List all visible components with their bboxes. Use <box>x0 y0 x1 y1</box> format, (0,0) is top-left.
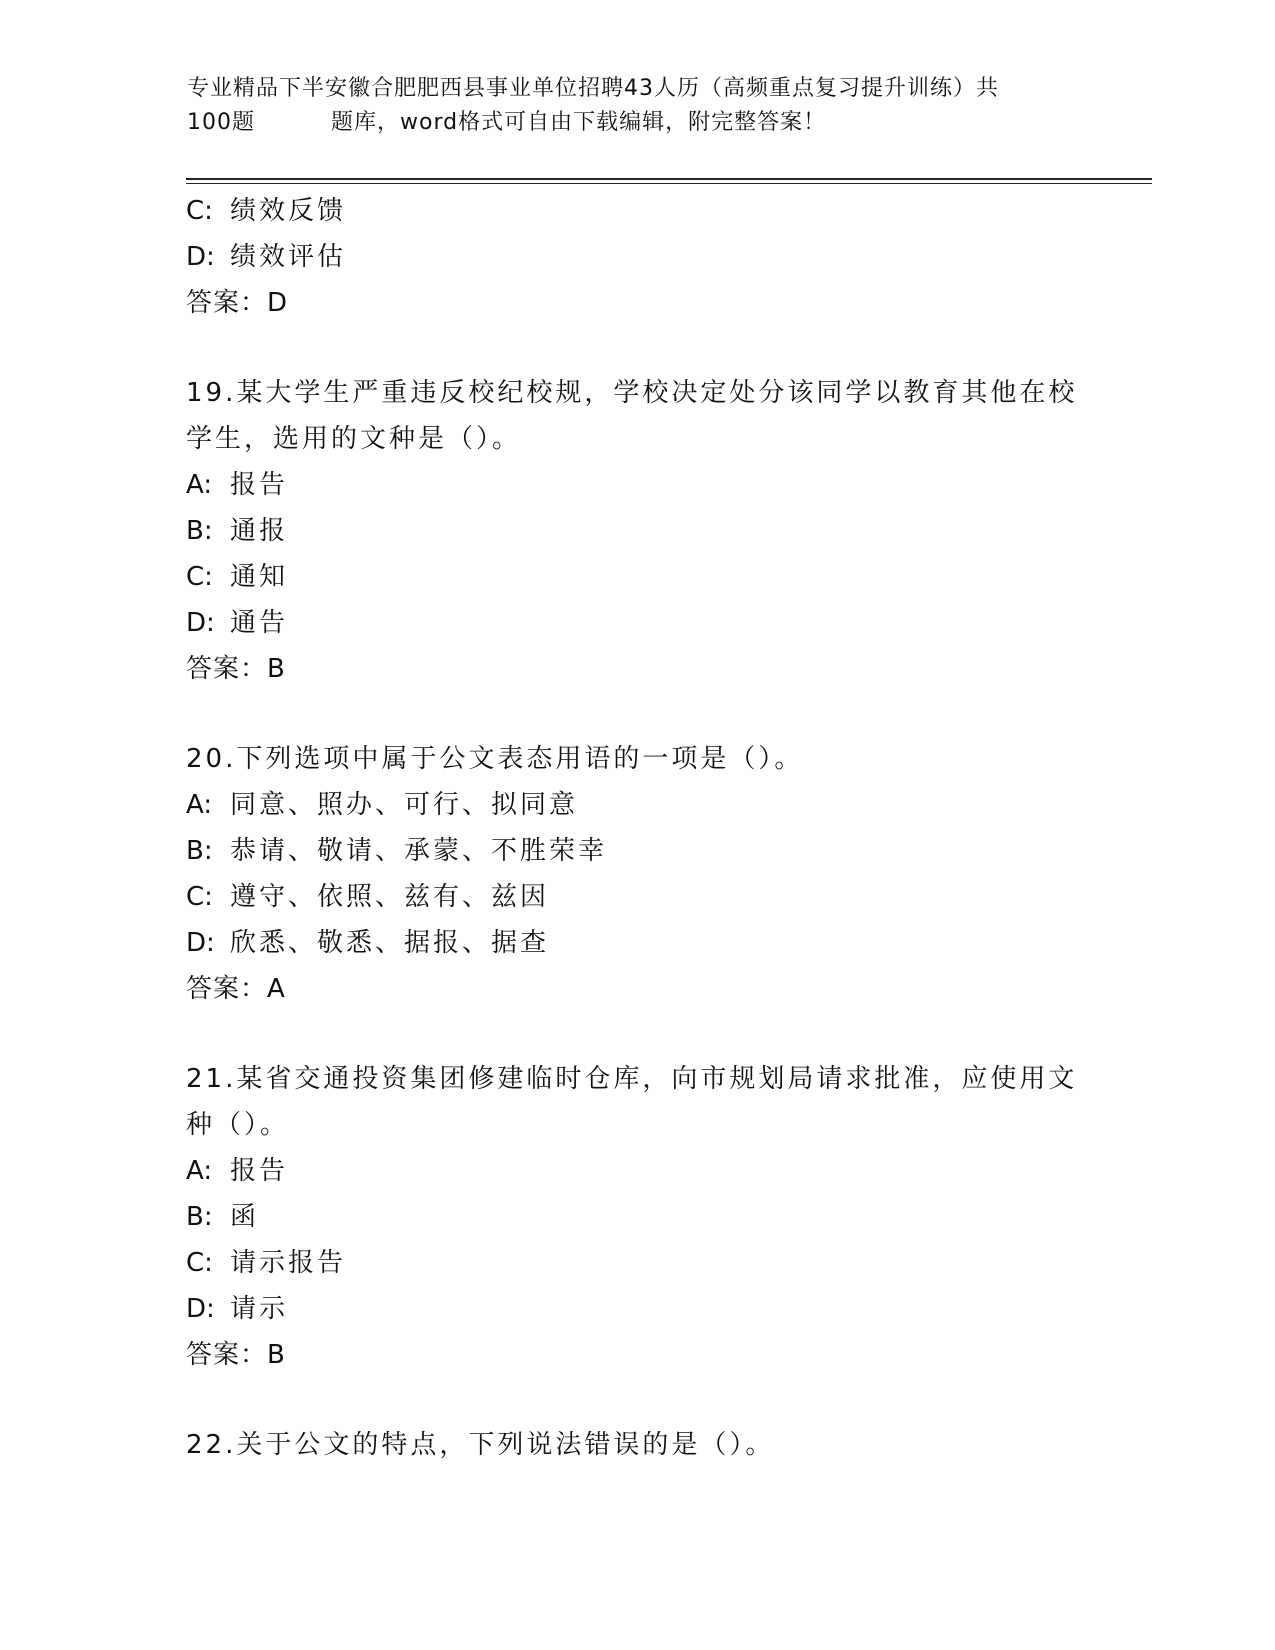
option-text: 通告 <box>230 608 289 638</box>
option-key: A: <box>186 790 213 820</box>
document-header <box>187 72 1087 140</box>
answer-line: 答案：B <box>186 654 286 684</box>
option-key: A: <box>186 1156 213 1186</box>
option-row <box>186 1286 1086 1332</box>
option-text: 报告 <box>230 470 289 500</box>
document-body <box>186 188 1086 1468</box>
question-21 <box>186 1056 1086 1378</box>
option-text: 请示 <box>230 1294 289 1324</box>
option-row <box>186 462 1086 508</box>
option-key: B: <box>186 516 213 546</box>
option-row <box>186 874 1086 920</box>
header-subtitle: 题库，word格式可自由下载编辑，附完整答案！ <box>331 110 827 135</box>
option-row <box>186 554 1086 600</box>
option-text: 欣悉、敬悉、据报、据查 <box>230 928 550 958</box>
option-text: 报告 <box>230 1156 289 1186</box>
header-rule-thin <box>186 183 1152 184</box>
header-line-1: 专业精品下半安徽合肥肥西县事业单位招聘43人历（高频重点复习提升训练）共 <box>187 76 999 101</box>
header-count: 100题 <box>187 110 255 135</box>
option-row <box>186 1240 1086 1286</box>
answer-line: 答案：A <box>186 974 286 1004</box>
option-row <box>186 1194 1086 1240</box>
option-key: C: <box>186 562 213 592</box>
question-stem: 19.某大学生严重违反校纪校规，学校决定处分该同学以教育其他在校 <box>186 378 1078 408</box>
option-row <box>186 920 1086 966</box>
option-text: 绩效反馈 <box>230 196 347 226</box>
question-20 <box>186 736 1086 1012</box>
option-key: D: <box>186 1294 215 1324</box>
partial-question <box>186 188 1086 326</box>
question-19 <box>186 370 1086 692</box>
question-stem: 21.某省交通投资集团修建临时仓库，向市规划局请求批准，应使用文 <box>186 1064 1078 1094</box>
option-text: 遵守、依照、兹有、兹因 <box>230 882 550 912</box>
question-stem-continued: 学生，选用的文种是（）。 <box>186 424 522 454</box>
question-stem: 20.下列选项中属于公文表态用语的一项是（）。 <box>186 744 804 774</box>
option-text: 绩效评估 <box>230 242 347 272</box>
option-row <box>186 188 1086 234</box>
option-row <box>186 234 1086 280</box>
option-key: A: <box>186 470 213 500</box>
question-stem-continued: 种（）。 <box>186 1110 290 1140</box>
option-text: 通报 <box>230 516 289 546</box>
option-key: C: <box>186 882 213 912</box>
option-key: B: <box>186 836 213 866</box>
option-row <box>186 782 1086 828</box>
answer-line: 答案：D <box>186 288 289 318</box>
option-key: C: <box>186 196 213 226</box>
option-key: D: <box>186 608 215 638</box>
header-line-2 <box>187 106 1087 140</box>
question-stem: 22.关于公文的特点，下列说法错误的是（）。 <box>186 1430 775 1460</box>
option-key: B: <box>186 1202 213 1232</box>
option-text: 恭请、敬请、承蒙、不胜荣幸 <box>230 836 608 866</box>
option-text: 同意、照办、可行、拟同意 <box>230 790 579 820</box>
option-row <box>186 828 1086 874</box>
option-text: 请示报告 <box>230 1248 347 1278</box>
option-row <box>186 1148 1086 1194</box>
option-key: C: <box>186 1248 213 1278</box>
header-rule-thick <box>186 178 1152 180</box>
option-text: 函 <box>230 1202 260 1232</box>
option-text: 通知 <box>230 562 289 592</box>
option-row <box>186 600 1086 646</box>
option-row <box>186 508 1086 554</box>
option-key: D: <box>186 242 215 272</box>
answer-line: 答案：B <box>186 1340 286 1370</box>
question-22 <box>186 1422 1086 1468</box>
option-key: D: <box>186 928 215 958</box>
